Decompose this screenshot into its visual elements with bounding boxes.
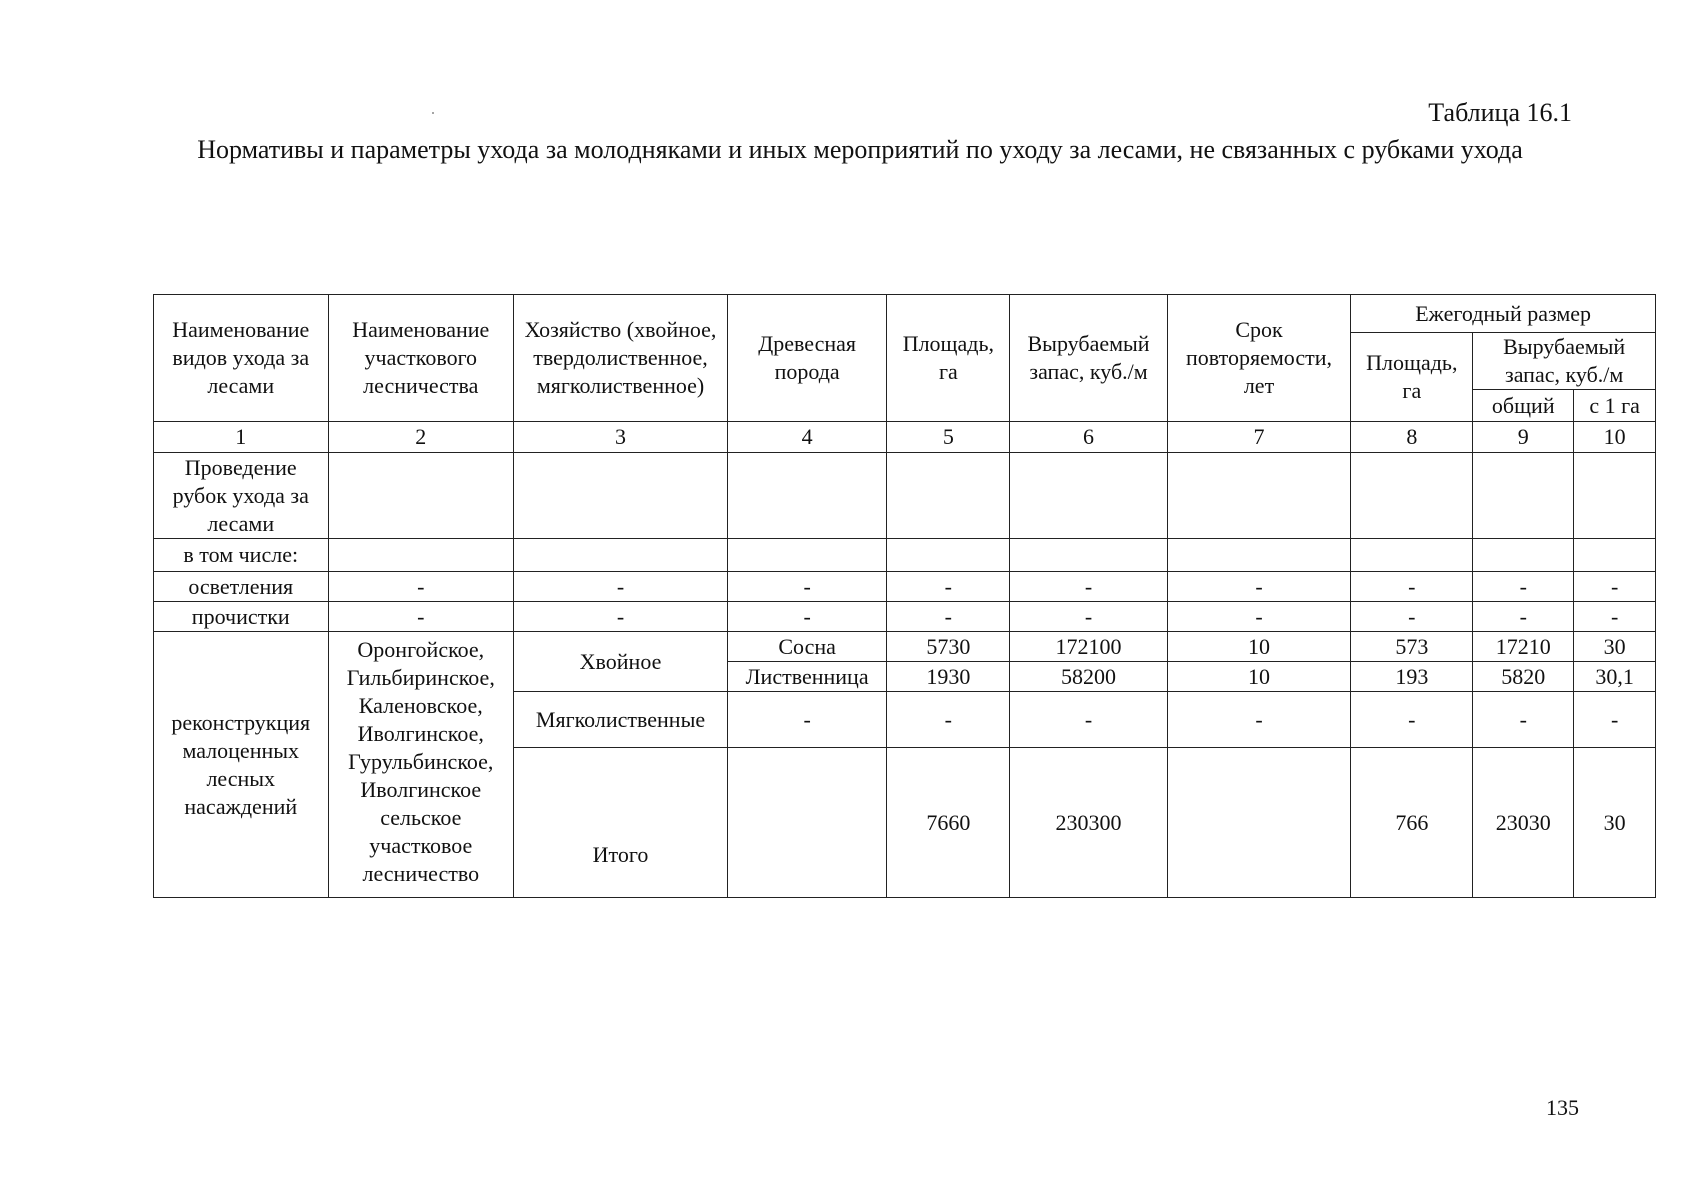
dash-cell: - [727, 602, 886, 632]
row-reconstruction-label: реконструкция малоценных лесных насаждений [154, 632, 329, 898]
column-number: 3 [514, 422, 728, 453]
pine-annual-total: 17210 [1473, 632, 1574, 662]
forestries-list: Оронгойское, Гильбиринское, Каленовское, Иволгинское, Гурульбинское, Иволгинское сельское участковое лесничество [328, 632, 514, 898]
column-number: 1 [154, 422, 329, 453]
total-volume: 230300 [1010, 748, 1167, 898]
dash-cell: - [1574, 692, 1656, 748]
dash-cell: - [1473, 602, 1574, 632]
document-title: Нормативы и параметры ухода за молодняками и иных мероприятий по уходу за лесами, не связанных с рубками ухода [197, 135, 1523, 164]
dash-cell: - [328, 572, 514, 602]
dash-cell: - [328, 602, 514, 632]
empty-cell [727, 539, 886, 572]
species-larch: Лиственница [727, 662, 886, 692]
empty-cell [514, 453, 728, 539]
dash-cell: - [1574, 572, 1656, 602]
empty-cell [1010, 539, 1167, 572]
total-annual-total: 23030 [1473, 748, 1574, 898]
column-number: 8 [1351, 422, 1473, 453]
total-per-hectare: 30 [1574, 748, 1656, 898]
row-clarification-label: осветления [154, 572, 329, 602]
column-number: 4 [727, 422, 886, 453]
larch-volume: 58200 [1010, 662, 1167, 692]
larch-annual-total: 5820 [1473, 662, 1574, 692]
dash-cell: - [887, 572, 1010, 602]
empty-cell [887, 453, 1010, 539]
page-number: 135 [1546, 1095, 1579, 1120]
dash-cell: - [1010, 602, 1167, 632]
header-volume: Вырубаемый запас, куб./м [1010, 295, 1167, 422]
header-annual-size: Ежегодный размер [1351, 295, 1656, 333]
dash-cell: - [1010, 572, 1167, 602]
header-tree-species: Древесная порода [727, 295, 886, 422]
dash-cell: - [1351, 692, 1473, 748]
total-species [727, 748, 886, 898]
farm-softwood: Мягколиственные [514, 692, 728, 748]
row-cleaning-label: прочистки [154, 602, 329, 632]
total-annual-area: 766 [1351, 748, 1473, 898]
row-thinning-label: Проведение рубок ухода за лесами [154, 453, 329, 539]
empty-cell [514, 539, 728, 572]
header-farm-type: Хозяйство (хвойное, твердолиственное, мягколиственное) [514, 295, 728, 422]
empty-cell [1574, 453, 1656, 539]
empty-cell [1351, 453, 1473, 539]
empty-cell [1167, 453, 1351, 539]
empty-cell [1473, 539, 1574, 572]
empty-cell [328, 453, 514, 539]
empty-cell [328, 539, 514, 572]
pine-per-hectare: 30 [1574, 632, 1656, 662]
dash-cell: - [1167, 602, 1351, 632]
species-pine: Сосна [727, 632, 886, 662]
pine-annual-area: 573 [1351, 632, 1473, 662]
header-annual-volume: Вырубаемый запас, куб./м [1473, 333, 1656, 390]
dash-cell: - [727, 692, 886, 748]
total-area: 7660 [887, 748, 1010, 898]
dash-cell: - [514, 602, 728, 632]
pine-volume: 172100 [1010, 632, 1167, 662]
dash-cell: - [887, 602, 1010, 632]
larch-area: 1930 [887, 662, 1010, 692]
farm-coniferous: Хвойное [514, 632, 728, 692]
row-including-label: в том числе: [154, 539, 329, 572]
column-number: 9 [1473, 422, 1574, 453]
pine-area: 5730 [887, 632, 1010, 662]
column-number: 7 [1167, 422, 1351, 453]
scan-speck [432, 112, 434, 114]
empty-cell [727, 453, 886, 539]
header-kind-of-care: Наименование видов ухода за лесами [154, 295, 329, 422]
larch-per-hectare: 30,1 [1574, 662, 1656, 692]
header-forestry: Наименование участкового лесничества [328, 295, 514, 422]
header-annual-total: общий [1473, 390, 1574, 422]
dash-cell: - [1351, 602, 1473, 632]
column-number: 2 [328, 422, 514, 453]
empty-cell [1167, 539, 1351, 572]
dash-cell: - [1473, 572, 1574, 602]
header-period: Срок повторяемости, лет [1167, 295, 1351, 422]
dash-cell: - [514, 572, 728, 602]
table-label: Таблица 16.1 [1428, 98, 1572, 127]
norms-table [153, 294, 1656, 898]
larch-period: 10 [1167, 662, 1351, 692]
column-number: 6 [1010, 422, 1167, 453]
dash-cell: - [1351, 572, 1473, 602]
pine-period: 10 [1167, 632, 1351, 662]
column-number: 5 [887, 422, 1010, 453]
total-label: Итого [514, 748, 728, 898]
header-area: Площадь, га [887, 295, 1010, 422]
larch-annual-area: 193 [1351, 662, 1473, 692]
header-annual-area: Площадь, га [1351, 333, 1473, 422]
empty-cell [887, 539, 1010, 572]
dash-cell: - [1167, 572, 1351, 602]
dash-cell: - [887, 692, 1010, 748]
empty-cell [1473, 453, 1574, 539]
dash-cell: - [727, 572, 886, 602]
empty-cell [1574, 539, 1656, 572]
total-period [1167, 748, 1351, 898]
empty-cell [1351, 539, 1473, 572]
dash-cell: - [1010, 692, 1167, 748]
header-per-hectare: с 1 га [1574, 390, 1656, 422]
dash-cell: - [1574, 602, 1656, 632]
empty-cell [1010, 453, 1167, 539]
column-number: 10 [1574, 422, 1656, 453]
dash-cell: - [1167, 692, 1351, 748]
dash-cell: - [1473, 692, 1574, 748]
